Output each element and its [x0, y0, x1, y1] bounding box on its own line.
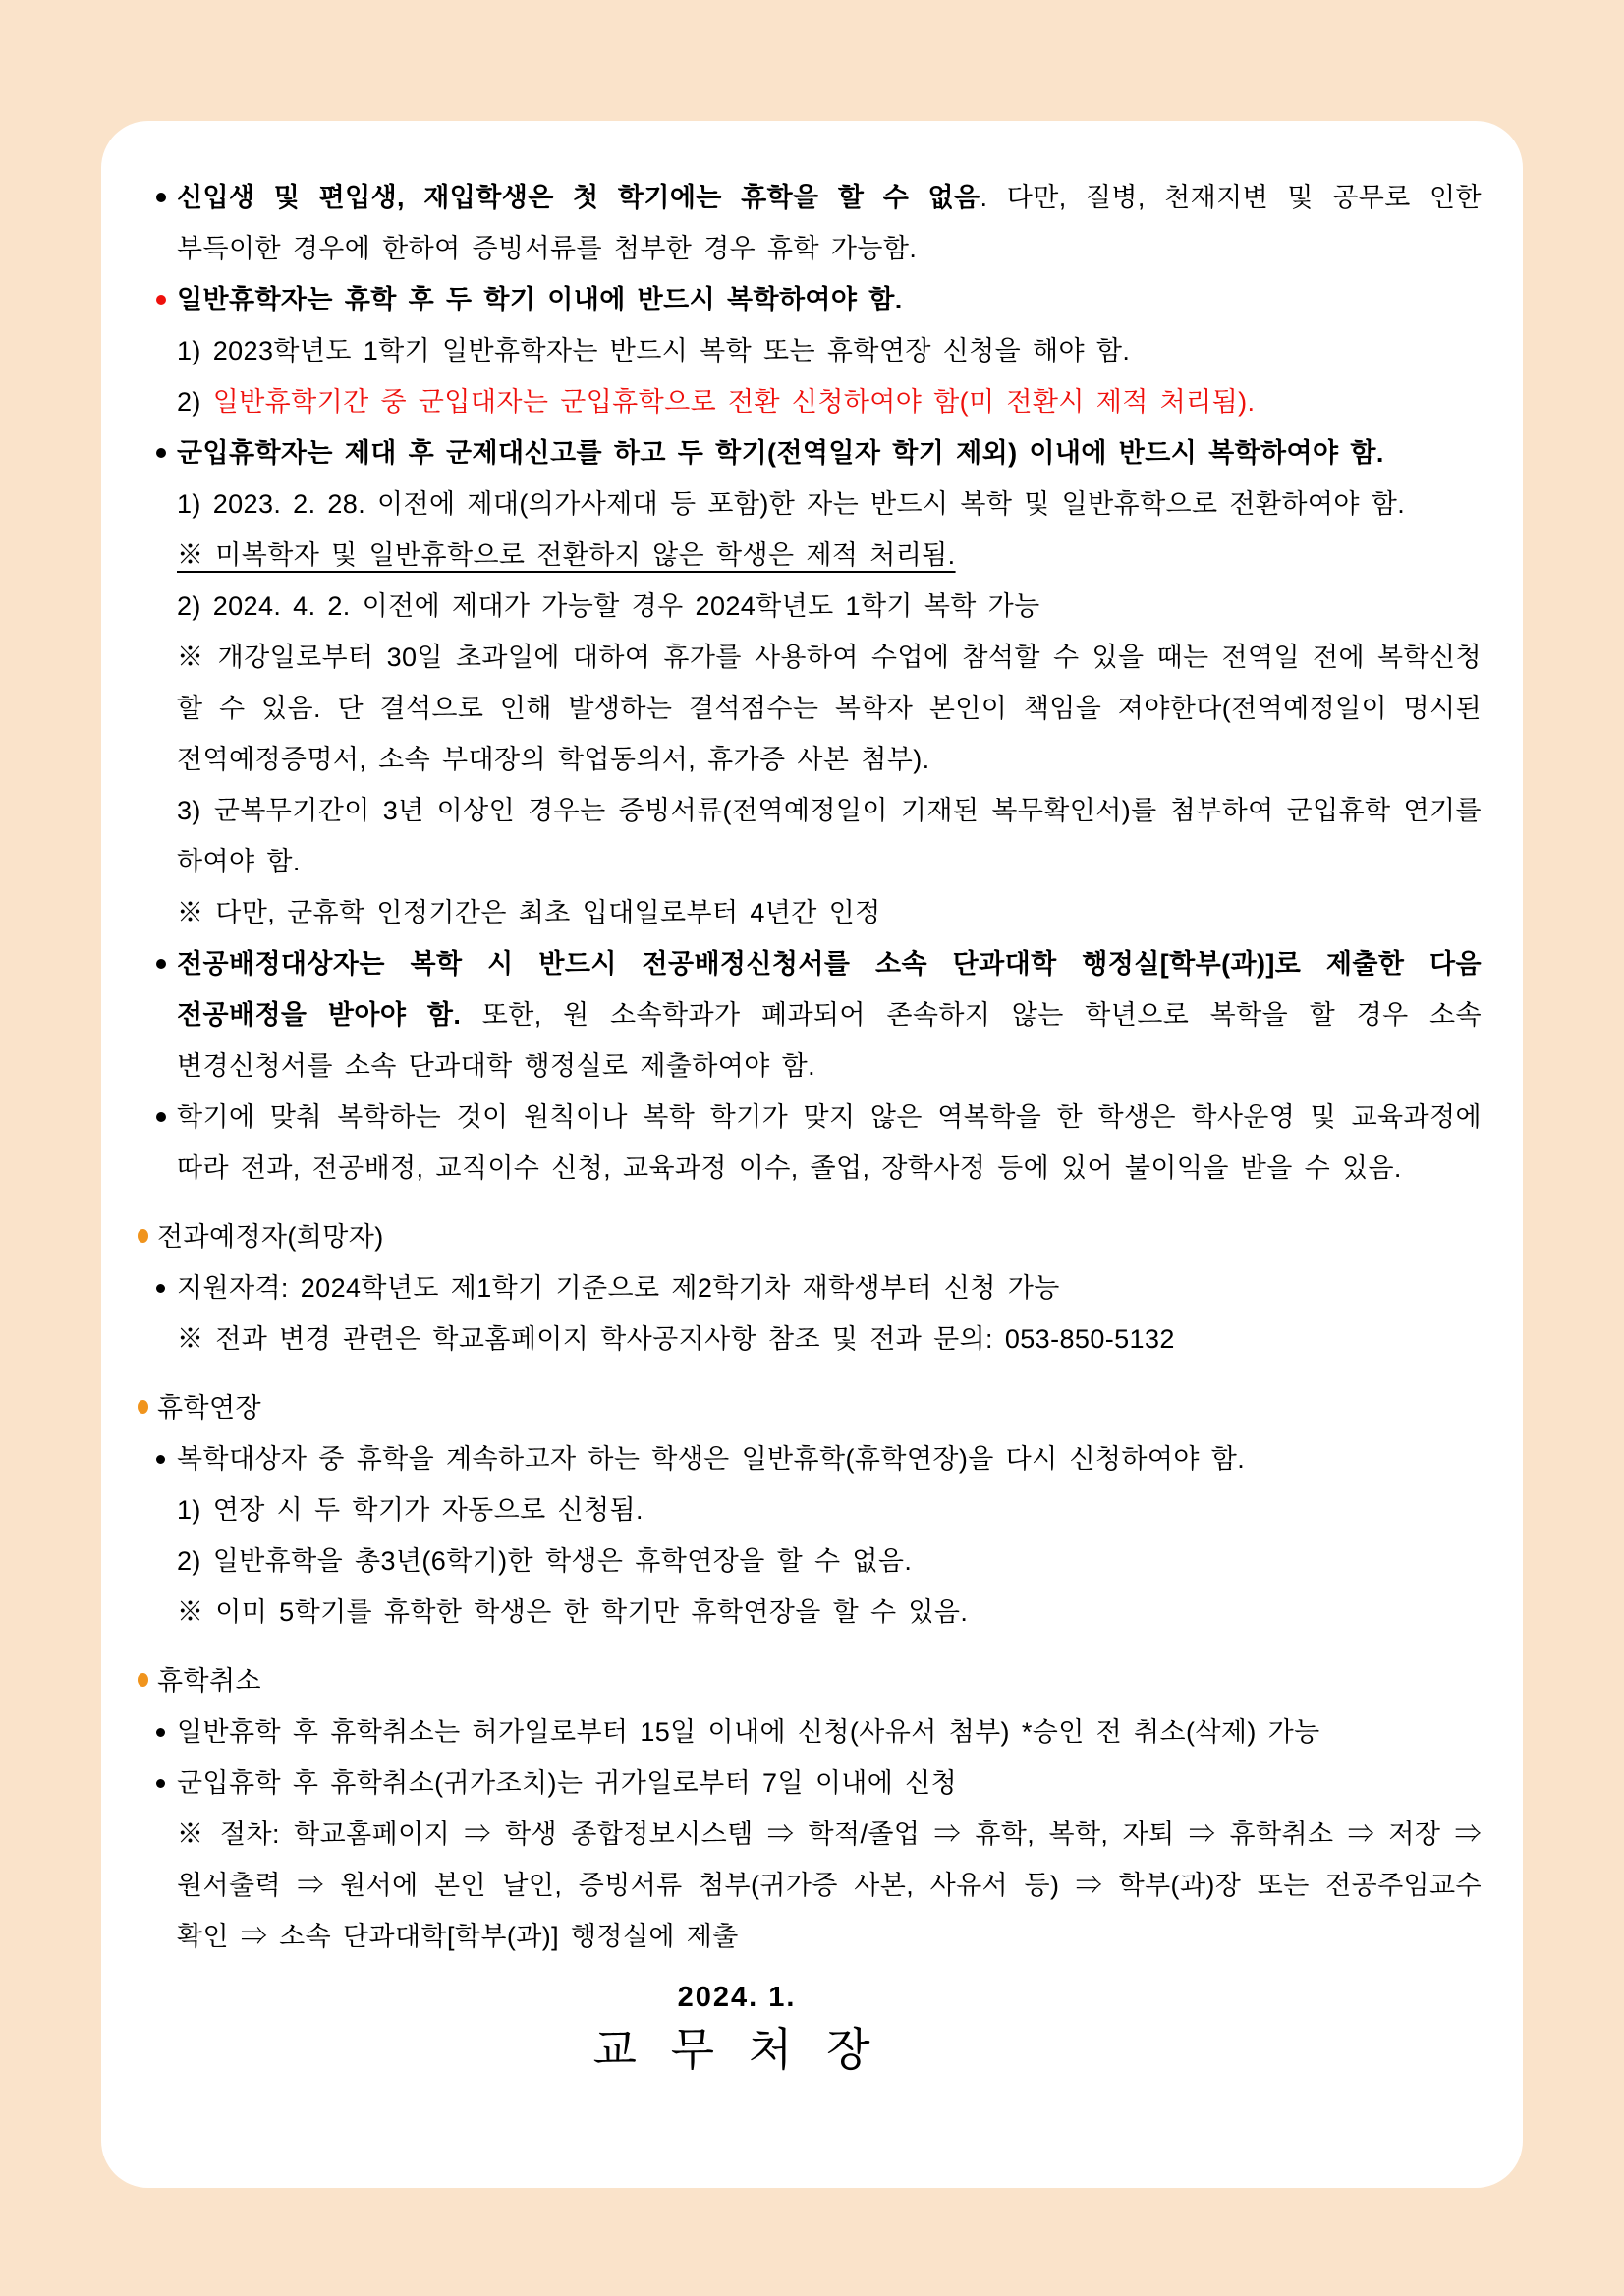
sub-item	[177, 1809, 1482, 1962]
text-run: 군입휴학자는 제대 후 군제대신고를 하고 두 학기(전역일자 학기 제외) 이내에 반드시 복학하여야 함.	[177, 438, 1384, 468]
sub-item	[177, 785, 1482, 887]
notice-date: 2024. 1.	[677, 1982, 797, 2013]
notice-footer	[177, 1976, 1297, 2078]
bullet-item	[177, 1707, 1482, 1758]
section-heading	[157, 1655, 1482, 1707]
text-run: 일반휴학기간 중 군입대자는 군입휴학으로 전환 신청하여야 함(미 전환시 제적 처리됨).	[212, 387, 1256, 417]
black-bullet-icon	[156, 959, 166, 969]
sub-item	[177, 530, 1482, 581]
bullet-item	[177, 172, 1482, 274]
text-run: 복학대상자 중 휴학을 계속하고자 하는 학생은 일반휴학(휴학연장)을 다시 신청하여야 함.	[177, 1444, 1246, 1474]
text-run: 전공배정대상자는 복학 시 반드시 전공배정신청서를 소속 단과대학 행정실[학부(과)]로 제출한 다음 전공배정을 받아야 함.	[177, 949, 1482, 1030]
sub-item	[177, 325, 1482, 376]
text-run: ※ 이미 5학기를 휴학한 학생은 한 학기만 휴학연장을 할 수 있음.	[177, 1597, 969, 1627]
notice-card	[101, 121, 1523, 2188]
section-heading	[157, 1382, 1482, 1433]
text-run: 휴학연장	[157, 1393, 261, 1423]
sub-item	[177, 1587, 1482, 1638]
text-run: 휴학취소	[157, 1666, 261, 1696]
text-run: 학기에 맞춰 복학하는 것이 원칙이나 복학 학기가 맞지 않은 역복학을 한 학생은 학사운영 및 교육과정에 따라 전과, 전공배정, 교직이수 신청, 교육과정 이수, 졸업, 장학사정 등에 있어 불이익을 받을 수 있음.	[177, 1102, 1482, 1183]
text-run: 3) 군복무기간이 3년 이상인 경우는 증빙서류(전역예정일이 기재된 복무확인서)를 첨부하여 군입휴학 연기를 하여야 함.	[177, 796, 1482, 876]
sub-item	[177, 376, 1482, 427]
text-run: ※ 다만, 군휴학 인정기간은 최초 입대일로부터 4년간 인정	[177, 898, 881, 927]
text-run: 1) 2023학년도 1학기 일반휴학자는 반드시 복학 또는 휴학연장 신청을 해야 함.	[177, 336, 1131, 365]
sub-item	[177, 1314, 1482, 1365]
text-run: 지원자격: 2024학년도 제1학기 기준으로 제2학기차 재학생부터 신청 가능	[177, 1273, 1060, 1303]
small-bullet-icon	[156, 1728, 165, 1737]
red-bullet-icon	[156, 295, 166, 305]
text-run: ※ 미복학자 및 일반휴학으로 전환하지 않은 학생은 제적 처리됨.	[177, 540, 956, 570]
small-bullet-icon	[156, 1284, 165, 1293]
bullet-item	[177, 1758, 1482, 1809]
black-bullet-icon	[156, 1112, 166, 1122]
section-heading	[157, 1211, 1482, 1262]
bullet-item	[177, 938, 1482, 1092]
text-run: . 다만, 질병, 천재지변 및 공무로 인한 부득이한 경우에 한하여 증빙서류를 첨부한 경우 휴학 가능함.	[177, 183, 1482, 263]
bullet-item	[177, 427, 1482, 478]
notice-body	[157, 172, 1483, 2078]
small-bullet-icon	[156, 1779, 165, 1788]
black-bullet-icon	[156, 193, 166, 202]
bullet-item	[177, 1433, 1482, 1484]
text-run: 2) 2024. 4. 2. 이전에 제대가 가능할 경우 2024학년도 1학기 복학 가능	[177, 591, 1040, 621]
text-run: 일반휴학자는 휴학 후 두 학기 이내에 반드시 복학하여야 함.	[177, 285, 903, 314]
sub-item	[177, 1536, 1482, 1587]
signature-title: 교 무 처 장	[592, 2024, 881, 2075]
sub-item	[177, 478, 1482, 530]
text-run: ※ 절차: 학교홈페이지 ⇒ 학생 종합정보시스템 ⇒ 학적/졸업 ⇒ 휴학, 복학, 자퇴 ⇒ 휴학취소 ⇒ 저장 ⇒ 원서출력 ⇒ 원서에 본인 날인, 증빙서류 첨부(귀가증 사본, 사유서 등) ⇒ 학부(과)장 또는 전공주임교수 확인 ⇒ 소속 단과대학[학부(과)] 행정실에 제출	[177, 1820, 1482, 1951]
text-run: 신입생 및 편입생, 재입학생은 첫 학기에는 휴학을 할 수 없음	[177, 183, 980, 212]
bullet-item	[177, 1092, 1482, 1194]
text-run: 일반휴학 후 휴학취소는 허가일로부터 15일 이내에 신청(사유서 첨부) *승인 전 취소(삭제) 가능	[177, 1717, 1320, 1747]
text-run: 2) 일반휴학을 총3년(6학기)한 학생은 휴학연장을 할 수 없음.	[177, 1546, 913, 1576]
orange-bullet-icon	[138, 1229, 148, 1243]
text-run: 군입휴학 후 휴학취소(귀가조치)는 귀가일로부터 7일 이내에 신청	[177, 1768, 958, 1798]
black-bullet-icon	[156, 448, 166, 458]
sub-item	[177, 632, 1482, 785]
sub-item	[177, 887, 1482, 938]
orange-bullet-icon	[138, 1673, 148, 1687]
text-run: ※ 개강일로부터 30일 초과일에 대하여 휴가를 사용하여 수업에 참석할 수 있을 때는 전역일 전에 복학신청 할 수 있음. 단 결석으로 인해 발생하는 결석점수는 복학자 본인이 책임을 져야한다(전역예정일이 명시된 전역예정증명서, 소속 부대장의 학업동의서, 휴가증 사본 첨부).	[177, 643, 1482, 774]
text-run: 1) 연장 시 두 학기가 자동으로 신청됨.	[177, 1495, 644, 1525]
sub-item	[177, 1484, 1482, 1536]
bullet-item	[177, 1262, 1482, 1314]
sub-item	[177, 581, 1482, 632]
text-run: ※ 전과 변경 관련은 학교홈페이지 학사공지사항 참조 및 전과 문의: 053-850-5132	[177, 1324, 1175, 1354]
text-run: 1) 2023. 2. 28. 이전에 제대(의가사제대 등 포함)한 자는 반드시 복학 및 일반휴학으로 전환하여야 함.	[177, 489, 1406, 519]
text-run: 전과예정자(희망자)	[157, 1222, 384, 1252]
text-run: 2)	[177, 387, 213, 417]
text-run: 또한, 원 소속학과가 폐과되어 존속하지 않는 학년으로 복학을 할 경우 소속 변경신청서를 소속 단과대학 행정실로 제출하여야 함.	[177, 1000, 1483, 1081]
bullet-item	[177, 274, 1482, 325]
orange-bullet-icon	[138, 1400, 148, 1414]
small-bullet-icon	[156, 1455, 165, 1464]
